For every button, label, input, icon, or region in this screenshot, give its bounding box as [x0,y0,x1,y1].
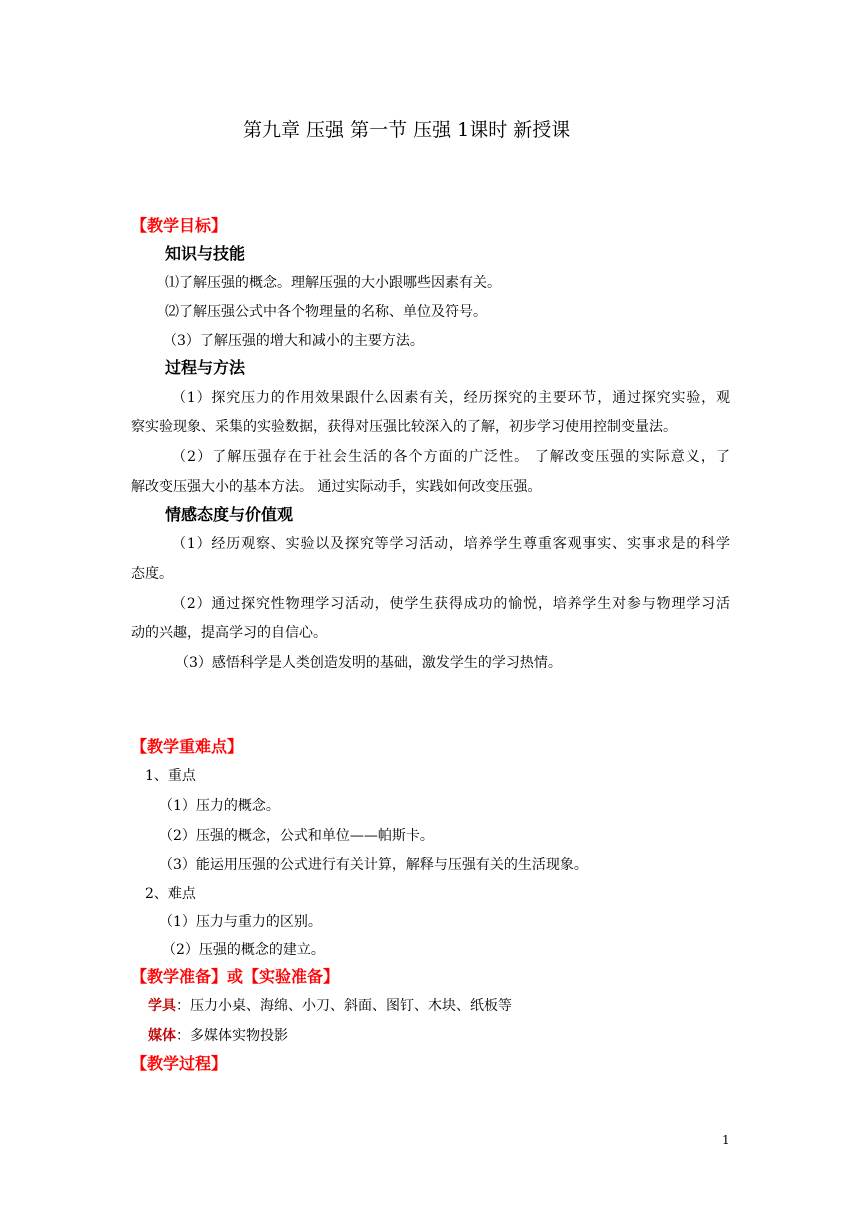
emotion-p2-line2: 动的兴趣，提高学习的自信心。 [131,625,327,641]
subheading-knowledge: 知识与技能 [165,244,246,263]
key-item-2: （2）压强的概念，公式和单位——帕斯卡。 [159,828,434,844]
process-p2-line2: 解改变压强大小的基本方法。 通过实际动手，实践如何改变压强。 [131,479,542,495]
section-header-prep: 【教学准备】或【实验准备】 [131,967,340,986]
difficult-item-1: （1）压力与重力的区别。 [159,914,322,930]
emotion-p3: （3）感悟科学是人类创造发明的基础，激发学生的学习热情。 [175,655,562,671]
page-title: 第九章 压强 第一节 压强 1课时 新授课 [243,119,571,141]
emotion-p1-line1: （1）经历观察、实验以及探究等学习活动，培养学生尊重客观事实、实事求是的科学 [172,536,730,552]
process-p2-line1: （2）了解压强存在于社会生活的各个方面的广泛性。 了解改变压强的实际意义，了 [172,449,730,465]
prep-media-line [148,1026,288,1046]
knowledge-item-2: ⑵了解压强公式中各个物理量的名称、单位及符号。 [165,304,487,320]
process-p1-line1: （1）探究压力的作用效果跟什么因素有关，经历探究的主要环节，通过探究实验，观 [172,390,730,406]
difficult-item-2: （2）压强的概念的建立。 [162,942,325,958]
subheading-process: 过程与方法 [165,358,246,377]
section-header-keypoints: 【教学重难点】 [131,737,244,756]
process-p1-line2: 察实验现象、采集的实验数据，获得对压强比较深入的了解，初步学习使用控制变量法。 [131,419,677,435]
subheading-emotion: 情感态度与价值观 [165,505,294,524]
page-number: 1 [722,1133,730,1147]
section-header-goals: 【教学目标】 [131,216,228,235]
prep-tools-label: 学具 [148,998,176,1014]
key-item-3: （3）能运用压强的公式进行有关计算，解释与压强有关的生活现象。 [159,857,588,873]
knowledge-item-1: ⑴了解压强的概念。理解压强的大小跟哪些因素有关。 [165,275,501,291]
emotion-p2-line1: （2）通过探究性物理学习活动，使学生获得成功的愉悦，培养学生对参与物理学习活 [172,596,730,612]
prep-tools-line [148,996,512,1016]
prep-media-label: 媒体 [148,1028,176,1044]
prep-tools-text: ：压力小桌、海绵、小刀、斜面、图钉、木块、纸板等 [176,998,512,1014]
emotion-p1-line2: 态度。 [131,566,173,582]
key-heading: 1、重点 [145,768,196,784]
key-item-1: （1）压力的概念。 [159,798,280,814]
knowledge-item-3: （3）了解压强的增大和减小的主要方法。 [163,333,424,349]
prep-media-text: ：多媒体实物投影 [176,1028,288,1044]
difficult-heading: 2、难点 [145,886,196,902]
section-header-process: 【教学过程】 [131,1054,228,1073]
